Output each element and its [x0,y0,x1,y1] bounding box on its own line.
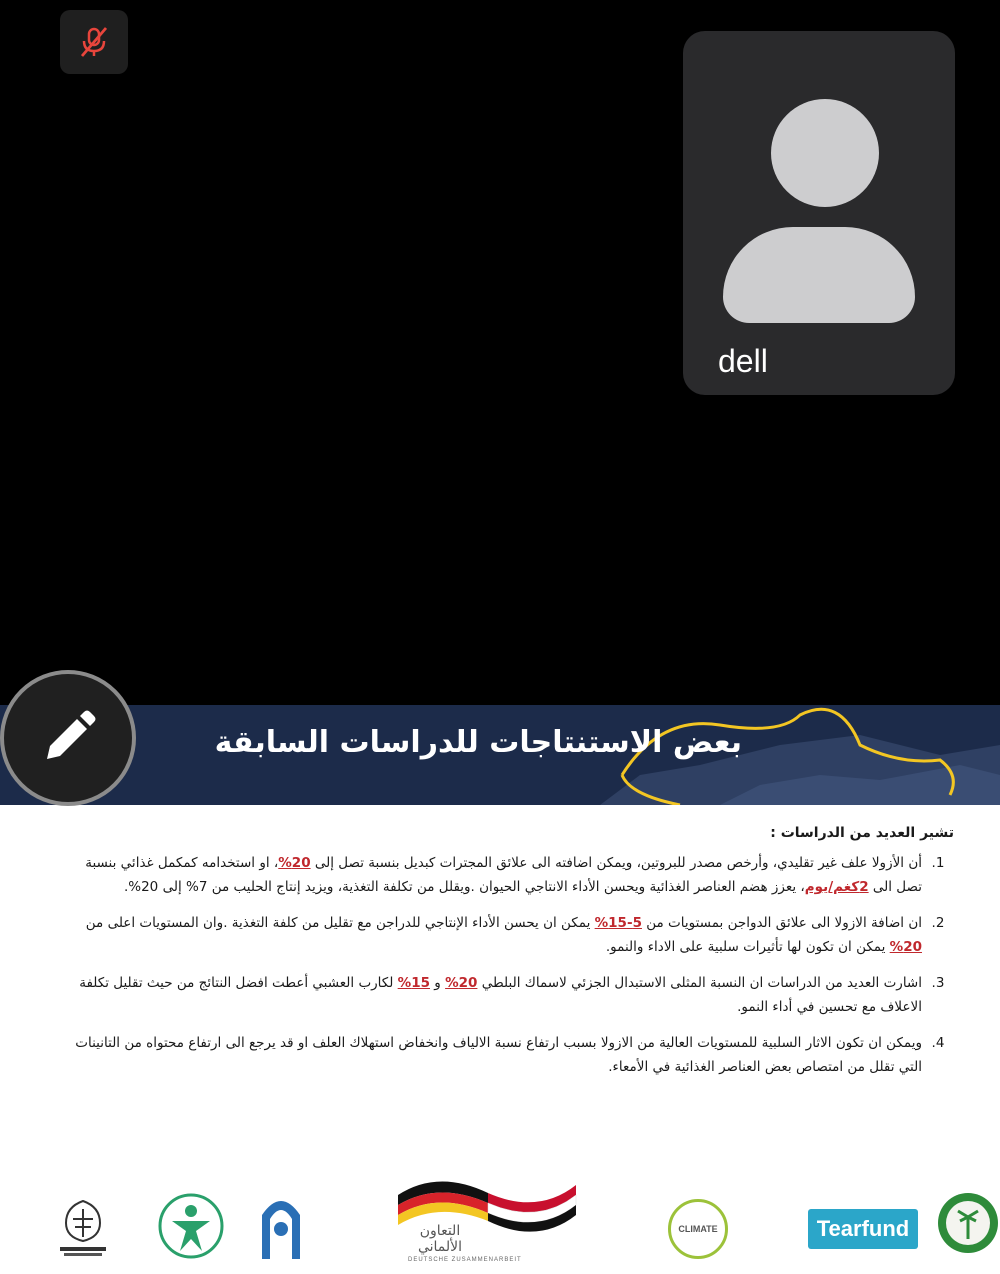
german-cooperation-logo [398,1175,578,1267]
point-text-segment: ويمكن ان تكون الاثار السلبية للمستويات العالية من الازولا بسبب ارتفاع نسبة الالياف وانخفاض استهلاك العلف او قد يرجع الى ارتفاع محتواه من التانينات التي تقلل من امتصاص بعض العناصر الغذائية في الأمعاء. [75,1035,922,1075]
point-number: 1. [931,855,945,871]
shared-slide [0,705,1000,1274]
highlight-value: 20% [445,975,478,991]
slide-title: بعض الاستنتاجات للدراسات السابقة [214,725,742,760]
slide-point-4 [60,1031,954,1079]
slide-body [60,825,954,1091]
slide-point-2 [60,911,954,959]
highlight-value: 5-15% [594,915,642,931]
point-number: 3. [931,975,945,991]
logo-strip [0,1175,1000,1274]
slide-intro: تشير العديد من الدراسات : [770,825,954,841]
avatar-body [723,227,915,323]
point-text-segment: لكارب العشبي أعطت افضل النتائج من حيث تقليل تكلفة الاعلاف مع تحسين في أداء النمو. [79,975,922,1015]
cooperation-label: التعاون الألماني [417,1223,463,1255]
point-text-segment: يمكن ان يحسن الأداء الإنتاجي للدراجن مع تقليل من كلفة التغذية .وان المستويات اعلى من [85,915,595,931]
point-text-segment: ، او استخدامه كمكمل غذائي بنسبة تصل الى [85,855,922,895]
point-text [60,851,922,899]
microphone-muted-icon [76,24,112,60]
highlight-value: 20% [889,939,922,955]
climate-logo: CLIMATE [668,1199,728,1259]
pencil-icon [39,709,97,767]
organization-logo-icon [56,1197,110,1259]
slide-point-1 [60,851,954,899]
tearfund-logo: Tearfund [808,1209,918,1249]
point-text-segment: و [429,975,446,991]
highlight-value: 15% [397,975,430,991]
point-text [60,971,922,1019]
microphone-toggle-button[interactable] [60,10,128,74]
slide-point-3 [60,971,954,1019]
point-text-segment: أن الأزولا علف غير تقليدي، وأرخص مصدر للبروتين، ويمكن اضافته الى علائق المجترات كبديل بنسبة تصل إلى [310,855,922,871]
university-logo-icon [936,1191,1000,1255]
slide-banner [0,705,1000,805]
avatar-head [771,99,879,207]
participant-name: dell [718,343,768,379]
arch-logo-icon [258,1191,304,1261]
point-text-segment: ان اضافة الازولا الى علائق الدواجن بمستويات من [641,915,922,931]
point-number: 2. [931,915,945,931]
cooperation-sublabel: DEUTSCHE ZUSAMMENARBEIT [408,1257,522,1263]
highlight-value: 2كغم/يوم [804,879,869,895]
point-text-segment: ، يعزز هضم العناصر الغذائية ويحسن الأداء الانتاجي الحيوان .ويقلل من تكلفة التغذية، ويزيد إنتاج الحليب من 7% إلى 20%. [123,879,805,895]
highlight-value: 20% [278,855,311,871]
zoa-logo-icon [158,1193,224,1259]
point-number: 4. [931,1035,945,1051]
annotate-button[interactable] [0,670,136,806]
points-list [60,851,954,1079]
participant-tile[interactable] [683,31,955,395]
point-text-segment: يمكن ان تكون لها تأثيرات سلبية على الاداء والنمو. [605,939,890,955]
point-text-segment: اشارت العديد من الدراسات ان النسبة المثلى الاستبدال الجزئي لاسماك البلطي [477,975,922,991]
point-text [60,911,922,959]
point-text [60,1031,922,1079]
